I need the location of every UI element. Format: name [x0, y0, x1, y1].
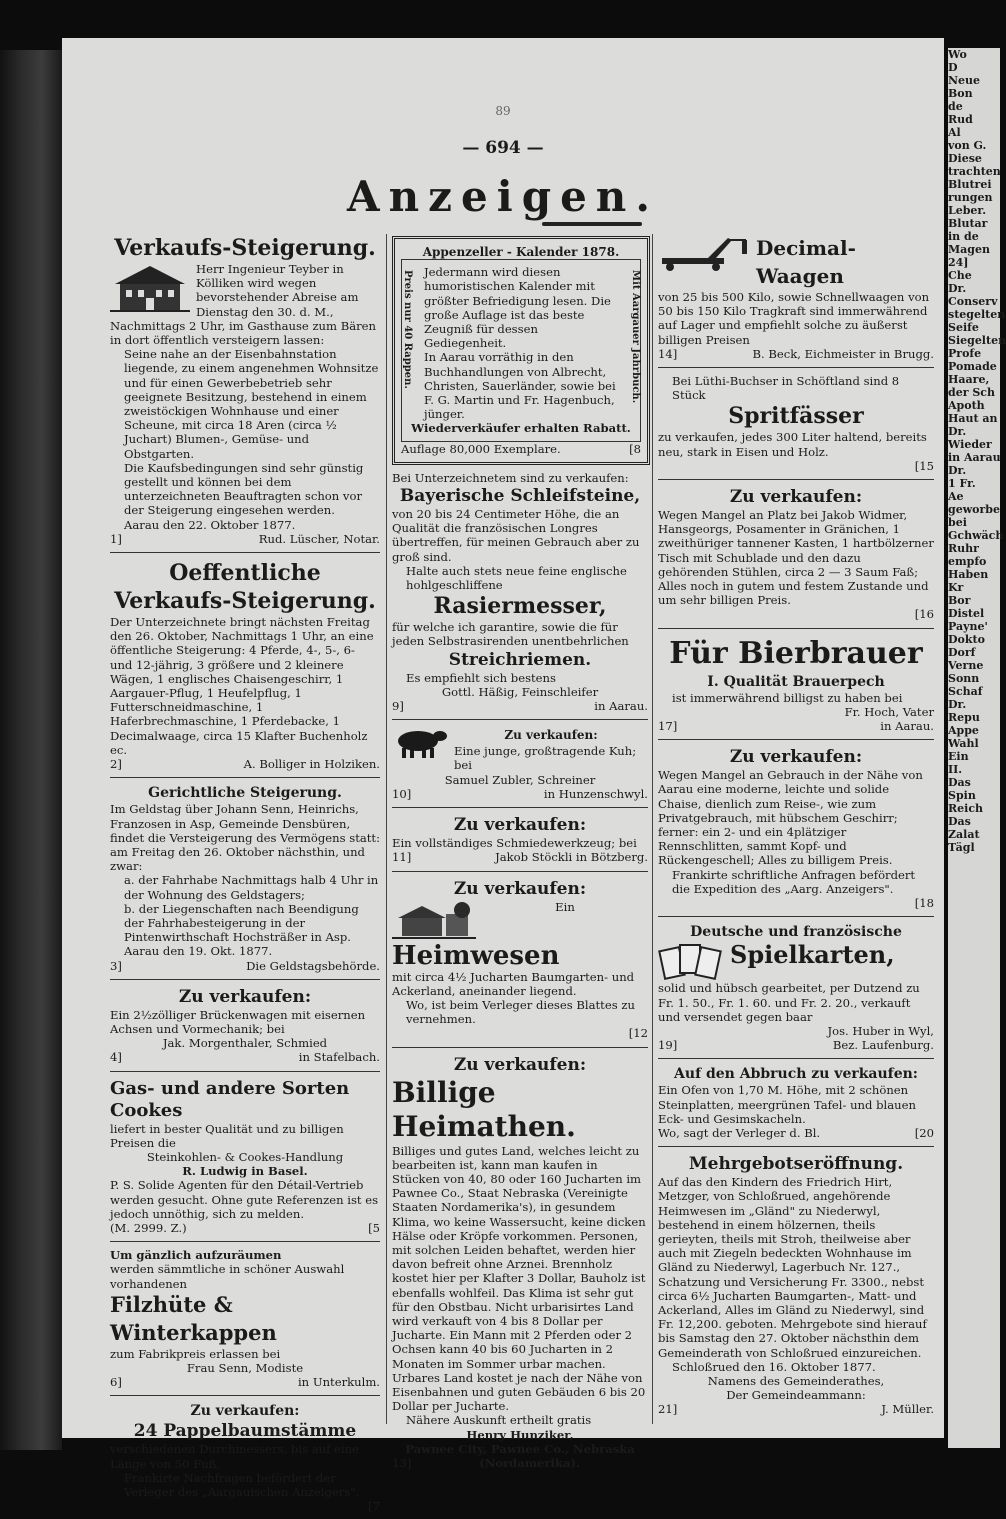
ad-title: Gas- und andere Sorten Cookes	[110, 1077, 350, 1121]
ad-text: Auf das den Kindern des Friedrich Hirt, Metzger, von Schloßrued, angehörende Heimwesen im „Gländ" zu Niederwyl, bestehend in einem hölzernen, theils gerieyten, theils mit Stroh, theilweise aber auch mit Ziegeln bedeckten Wohnhause im Gländ zu Niederwyl, Lagerbuch Nr. 127., Schatzung und Versicherung Fr. 3300., nebst circa 6½ Jucharten Baumgarten-, Matt- und Ackerland, Alles im Gländ zu Niederwyl, sind Fr. 12,200. geboten. Mehrgebote sind hierauf bis Samstag den 27. Oktober nächsthin dem Gemeinderath von Schloßrued einzureichen.	[658, 1175, 927, 1360]
ad-firm-location: R. Ludwig in Basel.	[182, 1164, 308, 1179]
ad-text: liefert in bester Qualität und zu billigen Preisen die	[110, 1121, 344, 1150]
ad-text: Bei Lüthi-Buchser in Schöftland sind 8 Stück	[672, 374, 900, 403]
adjacent-page-line: von G.	[948, 139, 987, 152]
adjacent-page-line: Das	[948, 776, 971, 789]
ad-pretitle: Um gänzlich aufzuräumen	[110, 1248, 282, 1263]
adjacent-page-line: Dr.	[948, 425, 967, 438]
adjacent-page-line: Dr.	[948, 464, 967, 477]
ad-date: Schloßrued den 16. Oktober 1877.	[672, 1359, 876, 1374]
adjacent-page-line: Ruhr	[948, 542, 979, 555]
ad-text: Halte auch stets neue feine englische hohlgeschliffene	[406, 563, 627, 593]
ad-text: zu verkaufen, jedes 300 Liter haltend, bereits neu, stark in Eisen und Holz.	[658, 430, 927, 459]
ad-title: Zu verkaufen:	[190, 1403, 300, 1420]
ad-filzhuete	[110, 1248, 380, 1389]
adjacent-page-line: Che	[948, 269, 972, 282]
ad-ofen	[658, 1065, 934, 1140]
ad-title: Bayerische Schleifsteine,	[399, 486, 641, 507]
ad-title: Für Bierbrauer	[669, 635, 923, 671]
ad-date: Aarau den 22. Oktober 1877.	[124, 517, 296, 532]
ad-title: Zu verkaufen:	[453, 815, 587, 836]
adjacent-page-line: empfo	[948, 555, 987, 568]
ad-text: Eine junge, großtragende Kuh; bei	[454, 744, 637, 773]
adjacent-page-line: Tägl	[948, 841, 975, 854]
ad-number: 9]	[392, 699, 404, 714]
ad-title: Filzhüte & Winterkappen	[110, 1291, 277, 1345]
adjacent-page-line: Repu	[948, 711, 980, 724]
adjacent-page-line: Blutar	[948, 217, 988, 230]
adjacent-page-line: Dr.	[948, 698, 967, 711]
column-1	[110, 234, 380, 1519]
ad-text: Wegen Mangel an Gebrauch in der Nähe von Aarau eine moderne, leichte und solide Chaise, dienlich zum Reise-, wie zum Privatgebrauch, mit hübschem Geschirr; ferner: ein 2- und ein 4plätziger Rennschlitten, sammt Kopf- und Rückengeschell; Alles zu billigem Preis.	[658, 768, 923, 868]
separator	[110, 1395, 380, 1396]
adjacent-page-line: Dorf	[948, 646, 976, 659]
separator	[658, 628, 934, 629]
ad-text: für welche ich garantire, sowie die für jeden Selbstrasirenden unentbehrlichen	[392, 620, 629, 649]
adjacent-page-line: Sonn	[948, 672, 980, 685]
ad-text: Im Geldstag über Johann Senn, Heinrichs, Franzosen in Asp, Gemeinde Densbüren, findet die Versteigerung des Vermögens statt: am Freitag den 26. Oktober nächsthin, und zwar:	[110, 802, 380, 874]
ad-title: Mehrgebotseröffnung.	[688, 1154, 904, 1175]
ad-title: Decimal-Waagen	[756, 236, 856, 288]
adjacent-page-line: Distel	[948, 607, 985, 620]
ad-number: 21]	[658, 1402, 678, 1417]
ad-appenzeller-kalender	[392, 236, 650, 465]
ad-signature: in Hunzenschwyl.	[543, 786, 648, 801]
adjacent-page-line: Magen	[948, 243, 990, 256]
adjacent-page-line: in Aarau	[948, 451, 1001, 464]
adjacent-page-line: D	[948, 61, 958, 74]
adjacent-page-line: Ein	[948, 750, 969, 763]
ad-name: Frau Senn, Modiste	[186, 1360, 304, 1375]
ad-brueckenwagen	[110, 986, 380, 1065]
adjacent-page-line: Das	[948, 815, 971, 828]
adjacent-page-line: Blutrei	[948, 178, 992, 191]
separator	[392, 807, 648, 808]
ad-item-a: a. der Fahrhabe Nachmittags halb 4 Uhr in der Wohnung des Geldstagers;	[124, 873, 379, 902]
adjacent-page-line: Wo	[948, 48, 967, 61]
adjacent-page-line: Conserv	[948, 295, 998, 308]
ad-text: Jedermann wird diesen humoristischen Kalender mit größter Befriedigung lesen. Die große Auflage ist das beste Zeugniß für dessen Gediegenheit.	[424, 265, 611, 351]
separator	[110, 979, 380, 980]
calendar-frame	[401, 259, 641, 441]
ad-headline: 24 Pappelbaumstämme	[133, 1421, 357, 1442]
ad-title: Gerichtliche Steigerung.	[148, 785, 342, 802]
ad-heimwesen	[392, 878, 648, 1041]
ad-text: zum Fabrikpreis erlassen bei	[110, 1346, 281, 1361]
ad-pretext: Ein	[555, 899, 575, 914]
ad-spritfaesser	[658, 374, 934, 473]
ad-text: Die Kaufsbedingungen sind sehr günstig gestellt und können bei dem unterzeichneten Beauftragten schon vor der Steigerung eingesehen werden.	[124, 460, 364, 518]
ad-text: ist immerwährend billigst zu haben bei	[672, 690, 903, 705]
ad-text: von 25 bis 500 Kilo, sowie Schnellwaagen von 50 bis 150 Kilo Tragkraft sind immerwährend auf Lager und empfiehlt solche zu äußerst billigen Preisen	[658, 290, 930, 347]
ad-signature: Die Geldstagsbehörde.	[246, 958, 380, 973]
newspaper-page	[62, 38, 944, 1514]
column-2	[392, 234, 648, 1476]
house-icon	[110, 262, 190, 314]
adjacent-page-line: Haare,	[948, 373, 990, 386]
ad-number: 13]	[392, 1455, 412, 1470]
adjacent-page-line: bei	[948, 516, 967, 529]
adjacent-page-line: Pomade	[948, 360, 997, 373]
ad-signature: in Aarau.	[594, 699, 648, 714]
adjacent-page-line: Wieder	[948, 438, 992, 451]
ad-pretitle: Deutsche und französische	[690, 924, 902, 941]
adjacent-page-line: trachten	[948, 165, 1001, 178]
ad-billige-heimathen	[392, 1054, 648, 1471]
ad-name: Henry Hunziker,	[466, 1427, 574, 1442]
ad-title: Oeffentliche Verkaufs-Steigerung.	[114, 560, 376, 615]
separator	[110, 1241, 380, 1242]
separator	[392, 719, 648, 720]
ad-postscript: P. S. Solide Agenten für den Détail-Vertrieb werden gesucht. Ohne gute Referenzen ist es jedoch unnöthig, sich zu melden.	[110, 1178, 379, 1221]
adjacent-page-line: Spin	[948, 789, 976, 802]
ad-text: In Aarau vorräthig in den Buchhandlungen von Albrecht, Christen, Sauerländer, sowie bei F. G. Martin und Fr. Hagenbuch, jünger.	[424, 350, 616, 422]
ad-number: [5	[368, 1220, 380, 1235]
bonus-sidebar: Mit Aargauer Jahrbuch.	[630, 270, 641, 404]
ad-text: Der Unterzeichnete bringt nächsten Freitag den 26. Oktober, Nachmittags 1 Uhr, an eine öffentliche Steigerung: 4 Pferde, 4-, 5-, 6- und 12-jährig, 3 größere und 2 kleinere Wägen, 1 englisches Chaisengeschirr, 1 Aargauer-Pflug, 1 Heufelpflug, 1 Futterschneidmaschine, 1 Haferbrechmaschine, 1 Pferdebacke, 1 Decimalwaage, circa 15 Klafter Buchenholz ec.	[110, 615, 374, 757]
ad-title: Auf den Abbruch zu verkaufen:	[674, 1066, 918, 1083]
separator	[392, 1047, 648, 1048]
separator	[658, 1058, 934, 1059]
ad-text: von 20 bis 24 Centimeter Höhe, die an Qualität die französischen Longres übertreffen, für meinen Gebrauch aber zu groß sind.	[392, 507, 640, 564]
ad-verkaufs-steigerung	[110, 234, 380, 546]
ad-date: Aarau den 19. Okt. 1877.	[124, 944, 273, 959]
ad-signature: A. Bolliger in Holziken.	[243, 757, 380, 772]
ad-signature: in Unterkulm.	[297, 1375, 380, 1390]
farmhouse-icon	[392, 900, 476, 942]
separator	[658, 367, 934, 368]
ad-text: Billiges und gutes Land, welches leicht zu bearbeiten ist, kann man kaufen in Stücken von 40, 80 oder 160 Jucharten im Pawnee Co., Staat Nebraska (Vereinigte Staaten Nordamerika's), in gesundem Klima, wo keine Wassersucht, keine dicken Hälse oder Kröpfe vorkommen. Personen, mit solchen Leiden behaftet, werden hier davon befreit ohne Arznei. Brennholz kostet hier per Klafter 3 Dollar, Bauholz ist ebenfalls wohlfeil. Das Klima ist sehr gut für den Obstbau. Nicht urbarisirtes Land wird verkauft von 4 bis 8 Dollar per Jucharte. Ein Mann mit 2 Pferden oder 2 Ochsen kann 40 bis 60 Jucharten in 2 Monaten im Sommer urbar machen. Urbares Land kostet je nach der Nähe von Eisenbahnen und guten Gebäuden 6 bis 20 Dollar per Jucharte.	[392, 1143, 646, 1414]
ad-number: [12	[628, 1026, 648, 1041]
circulation: Auflage 80,000 Exemplare.	[401, 441, 561, 456]
adjacent-page-line: Apoth	[948, 399, 985, 412]
adjacent-page-line: Ae	[948, 490, 964, 503]
adjacent-page-line: Wahl	[948, 737, 979, 750]
separator	[110, 1071, 380, 1072]
adjacent-page-line: stegelten	[948, 308, 1006, 321]
ad-schleifsteine	[392, 471, 648, 713]
ad-title: Zu verkaufen:	[729, 487, 863, 508]
ad-title: Verkaufs-Steigerung.	[114, 235, 376, 261]
scale-icon	[658, 234, 750, 272]
page-number: — 694 —	[462, 138, 544, 158]
ad-role: Namens des Gemeinderathes,	[707, 1373, 885, 1388]
ad-number: [18	[914, 896, 934, 911]
adjacent-page-line: de	[948, 100, 963, 113]
ad-text: Wo, ist beim Verleger dieses Blattes zu vernehmen.	[406, 997, 635, 1027]
separator	[110, 777, 380, 778]
book-binding-edge	[0, 50, 62, 1450]
ad-number: [20	[914, 1125, 934, 1140]
ad-text: Ein 2½zölliger Brückenwagen mit eisernen Achsen und Vormechanik; bei	[110, 1007, 366, 1036]
adjacent-page-line: rungen	[948, 191, 993, 204]
adjacent-page-line: Payne'	[948, 620, 988, 633]
ad-bierbrauer	[658, 635, 934, 734]
ad-title: Zu verkaufen:	[453, 878, 587, 899]
adjacent-page-line: 24]	[948, 256, 969, 269]
ad-text: Es empfiehlt sich bestens	[406, 670, 556, 685]
ad-signature: in Stafelbach.	[298, 1050, 380, 1065]
ad-headline: Heimwesen	[392, 940, 560, 971]
adjacent-page-line: der Sch	[948, 386, 995, 399]
ad-title: Spielkarten,	[730, 940, 895, 970]
separator	[658, 739, 934, 740]
ad-text: Bei Unterzeichnetem sind zu verkaufen:	[392, 470, 629, 485]
separator	[658, 916, 934, 917]
ad-text: Seine nahe an der Eisenbahnstation liegende, zu einem angenehmen Wohnsitze und für einen Gewerbebetrieb sehr geeignete Besitzung, bestehend in einem zweistöckigen Wohnhause und einer Scheune, mit circa 18 Aren (circa ½ Juchart) Blumen-, Gemüse- und Obstgarten.	[124, 347, 379, 461]
ad-address: Pawnee City, Pawnee Co., Nebraska	[405, 1441, 635, 1456]
ad-headline: Streichriemen.	[448, 649, 592, 670]
ad-number: 1]	[110, 531, 122, 546]
adjacent-page-line: Diese	[948, 152, 982, 165]
adjacent-page-line: Haben	[948, 568, 989, 581]
ad-firm: Steinkohlen- & Cookes-Handlung	[146, 1149, 344, 1164]
column-divider-2	[652, 234, 653, 1424]
adjacent-page-line: Verne	[948, 659, 984, 672]
adjacent-page-line: Schaf	[948, 685, 983, 698]
ad-decimal-waagen	[658, 234, 934, 361]
ad-mehrgebotseroeffnung	[658, 1153, 934, 1416]
ad-gerichtliche-steigerung	[110, 784, 380, 972]
adjacent-page-line: Gchwäch	[948, 529, 1004, 542]
ad-text: Herr Ingenieur Teyber in Kölliken wird wegen bevorstehender Abreise am Dienstag den 30. d. M., Nachmittags 2 Uhr, im Gasthause zum Bären in dort öffentlich versteigern lassen:	[110, 262, 377, 348]
ad-name: Jak. Morgenthaler, Schmied	[162, 1036, 328, 1051]
ad-item-b: b. der Liegenschaften nach Beendigung der Fahrhabesteigerung in der Pintenwirthschaft Hochsträßer in Asp.	[124, 901, 359, 945]
ad-signature: Bez. Laufenburg.	[832, 1038, 934, 1053]
adjacent-page-line: Kr	[948, 581, 964, 594]
ad-signature: B. Beck, Eichmeister in Brugg.	[752, 346, 934, 361]
adjacent-page-line: Siegelten	[948, 334, 1006, 347]
ad-text: Frankirte Nachfragen befördert der Verleger des „Aargauischen Anzeigers".	[124, 1470, 360, 1499]
ad-title: Appenzeller - Kalender 1878.	[422, 245, 620, 259]
ad-text: verschiedenen Durchmessers, bis auf eine Länge von 50 Fuß.	[110, 1442, 359, 1471]
ad-text: Frankirte schriftliche Anfragen befördert die Expedition des „Aarg. Anzeigers".	[672, 867, 916, 896]
ad-number: [15	[914, 458, 934, 473]
ad-text: solid und hübsch gearbeitet, per Dutzend zu Fr. 1. 50., Fr. 1. 60. und Fr. 2. 20., verkauft und versendet gegen baar	[658, 981, 920, 1024]
adjacent-page-line: Reich	[948, 802, 984, 815]
ad-number: [8	[629, 441, 641, 456]
adjacent-page-line: Zalat	[948, 828, 980, 841]
adjacent-page-line: geworbe	[948, 503, 1000, 516]
ad-role: Der Gemeindeammann:	[726, 1388, 866, 1403]
ad-subtitle: I. Qualität Brauerpech	[707, 673, 885, 690]
ad-info: Nähere Auskunft ertheilt gratis	[406, 1413, 592, 1428]
ad-number: 2]	[110, 757, 122, 772]
ad-text: Wegen Mangel an Platz bei Jakob Widmer, Hansgeorgs, Posamenter in Gränichen, 1 zweithüriger tannener Kasten, 1 hartbölzerner Tisch mit Schublade und den dazu gehörenden Stühlen, circa 2 — 3 Saum Faß; Alles noch in gutem und festem Zustande und um sehr billigen Preis.	[658, 508, 934, 608]
ad-name: Fr. Hoch, Vater	[844, 704, 934, 719]
ad-number: 17]	[658, 719, 678, 734]
ad-number: [7	[368, 1499, 380, 1514]
ad-number: 11]	[392, 850, 412, 865]
adjacent-page-strip	[948, 48, 1006, 1448]
ad-title: Spritfässer	[728, 403, 864, 430]
separator	[110, 552, 380, 553]
separator	[658, 479, 934, 480]
adjacent-page-line: Bon	[948, 87, 973, 100]
ad-reference: (M. 2999. Z.)	[110, 1220, 187, 1235]
adjacent-page-line: 1 Fr.	[948, 477, 976, 490]
ad-text: Ein Ofen von 1,70 M. Höhe, mit 2 schönen Steinplatten, meergrünen Tafel- und blauen Eck- und Gesimskacheln.	[658, 1083, 916, 1126]
adjacent-page-line: Haut an	[948, 412, 998, 425]
page-top-mark: 89	[495, 104, 511, 118]
ad-number: 10]	[392, 786, 412, 801]
ad-name: Samuel Zubler, Schreiner	[444, 772, 596, 787]
ad-number: 6]	[110, 1375, 122, 1390]
ad-signature: in Aarau.	[880, 719, 934, 734]
ad-number: [16	[914, 607, 934, 622]
ad-text: mit circa 4½ Jucharten Baumgarten- und Ackerland, aneinander liegend.	[392, 969, 635, 998]
ad-title: Zu verkaufen:	[729, 747, 863, 768]
ad-cookes	[110, 1078, 380, 1236]
ad-schmiedewerkzeug	[392, 814, 648, 864]
ad-text: Wo, sagt der Verleger d. Bl.	[658, 1125, 821, 1140]
adjacent-page-line: II.	[948, 763, 963, 776]
page-title: Anzeigen.	[347, 172, 659, 221]
ad-number: 4]	[110, 1050, 122, 1065]
ad-chaise	[658, 746, 934, 910]
ad-spielkarten	[658, 923, 934, 1052]
adjacent-page-line: Rud	[948, 113, 973, 126]
adjacent-page-line: Leber.	[948, 204, 987, 217]
ad-headline: Billige Heimathen.	[392, 1075, 576, 1143]
ad-name: Jos. Huber in Wyl,	[827, 1023, 934, 1038]
adjacent-page-line: Bor	[948, 594, 971, 607]
adjacent-page-line: Appe	[948, 724, 979, 737]
adjacent-page-line: in de	[948, 230, 979, 243]
title-ornament	[542, 222, 642, 226]
playing-cards-icon	[658, 941, 724, 981]
ad-number: 14]	[658, 346, 678, 361]
ad-address-country: (Nordamerika).	[479, 1455, 581, 1470]
adjacent-page-line: Seife	[948, 321, 979, 334]
ad-number: 3]	[110, 958, 122, 973]
ad-number: 19]	[658, 1038, 678, 1053]
column-3	[658, 234, 934, 1423]
separator	[658, 1146, 934, 1147]
separator	[392, 871, 648, 872]
ad-signature: Jakob Stöckli in Bötzberg.	[495, 850, 648, 865]
ad-signature: J. Müller.	[881, 1402, 934, 1417]
ad-title: Zu verkaufen:	[178, 986, 312, 1007]
cow-icon	[392, 726, 448, 760]
ad-text: werden sämmtliche in schöner Auswahl vorhandenen	[110, 1262, 345, 1291]
ad-name: Gottl. Häßig, Feinschleifer	[441, 684, 599, 699]
ad-kasten-tisch	[658, 486, 934, 622]
adjacent-page-line: Profe	[948, 347, 982, 360]
ad-headline: Rasiermesser,	[433, 593, 607, 620]
ad-text: Ein vollständiges Schmiedewerkzeug; bei	[392, 836, 637, 851]
adjacent-page-line: Dr.	[948, 282, 967, 295]
price-sidebar: Preis nur 40 Rappen.	[402, 270, 414, 390]
adjacent-page-line: Al	[948, 126, 961, 139]
dealer-note: Wiederverkäufer erhalten Rabatt.	[411, 421, 631, 436]
ad-oeffentliche-steigerung	[110, 559, 380, 771]
adjacent-page-line: Neue	[948, 74, 981, 87]
ad-title: Zu verkaufen:	[504, 728, 598, 743]
ad-pappelbaum	[110, 1402, 380, 1513]
ad-kuh	[392, 726, 648, 801]
ad-title: Zu verkaufen:	[453, 1054, 587, 1075]
adjacent-page-line: Dokto	[948, 633, 985, 646]
ad-signature: Rud. Lüscher, Notar.	[258, 531, 380, 546]
column-divider-1	[386, 234, 387, 1424]
